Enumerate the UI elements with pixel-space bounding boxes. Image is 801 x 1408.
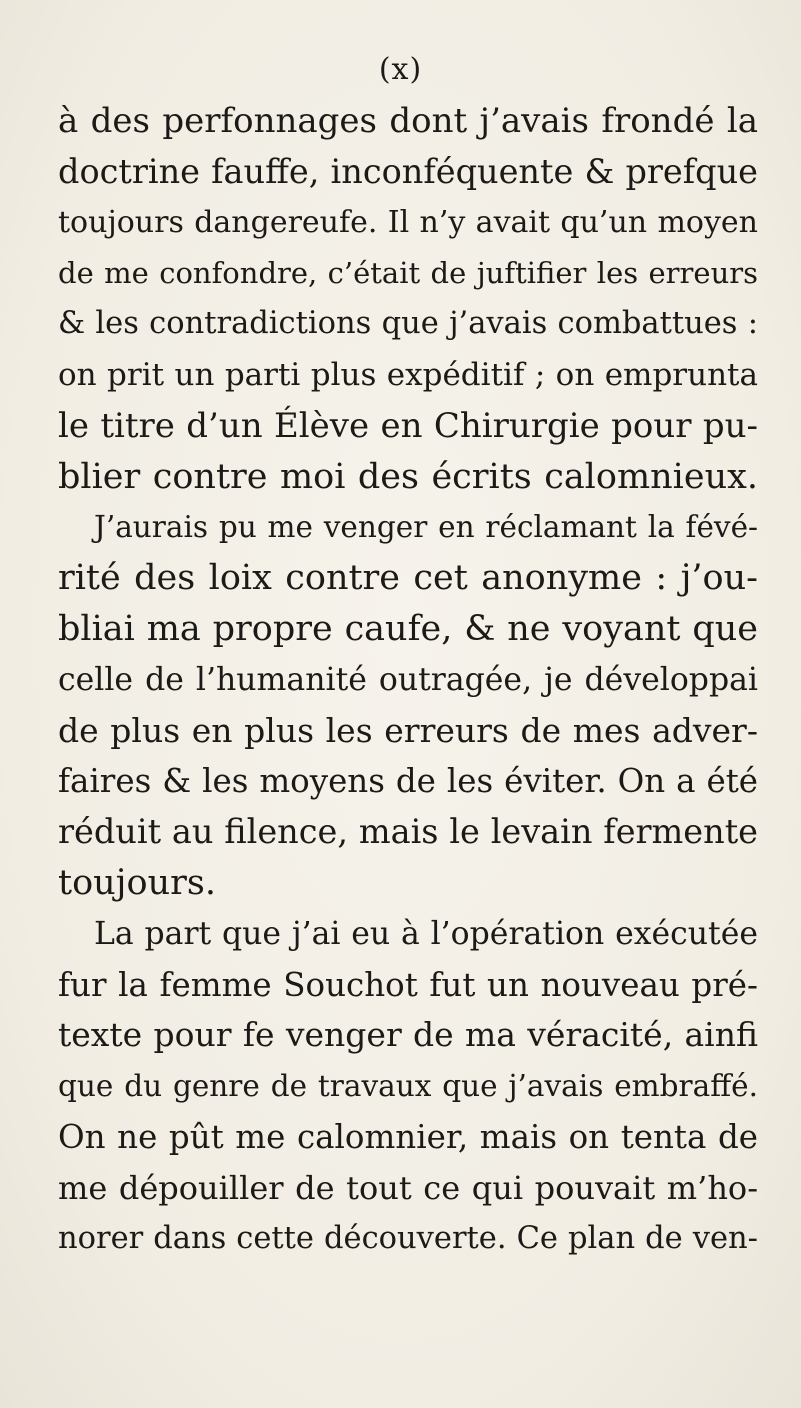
text-line: toujours. [58,862,216,903]
page-number: (x) [378,52,423,87]
text-line: de plus en plus les erreurs de mes adver- [58,710,758,750]
text-line: que du genre de travaux que j’avais embraffé. [58,1069,758,1104]
text-line: faires & les moyens de les éviter. On a été [58,762,758,801]
text-line: J’aurais pu me venger en réclamant la févé- [94,510,758,545]
text-line: celle de l’humanité outragée, je développai [58,661,758,698]
text-line: blier contre moi des écrits calomnieux. [58,456,758,497]
text-line: toujours dangereufe. Il n’y avait qu’un moyen [58,204,758,240]
text-line: on prit un parti plus expéditif ; on emprunta [58,356,758,393]
text-line: norer dans cette découverte. Ce plan de ven- [58,1220,758,1256]
text-line: La part que j’ai eu à l’opération exécutée [94,915,758,952]
text-line: bliai ma propre caufe, & ne voyant que [58,608,758,649]
text-line: me dépouiller de tout ce qui pouvait m’ho- [58,1168,758,1207]
text-line: texte pour fe venger de ma véracité, ainfi [58,1015,758,1055]
text-line: doctrine fauffe, inconféquente & prefque [58,151,758,191]
text-line: de me confondre, c’était de juftifier les erreurs [58,256,758,291]
text-line: à des perfonnages dont j’avais frondé la [58,101,758,141]
text-line: fur la femme Souchot fut un nouveau pré- [58,965,758,1004]
text-line: le titre d’un Élève en Chirurgie pour pu- [58,405,758,446]
text-line: & les contradictions que j’avais combattues : [58,306,758,342]
text-line: réduit au filence, mais le levain fermente [58,812,758,852]
body-text [58,96,758,1264]
text-line: On ne pût me calomnier, mais on tenta de [58,1117,758,1156]
text-line: rité des loix contre cet anonyme : j’ou- [58,558,758,599]
